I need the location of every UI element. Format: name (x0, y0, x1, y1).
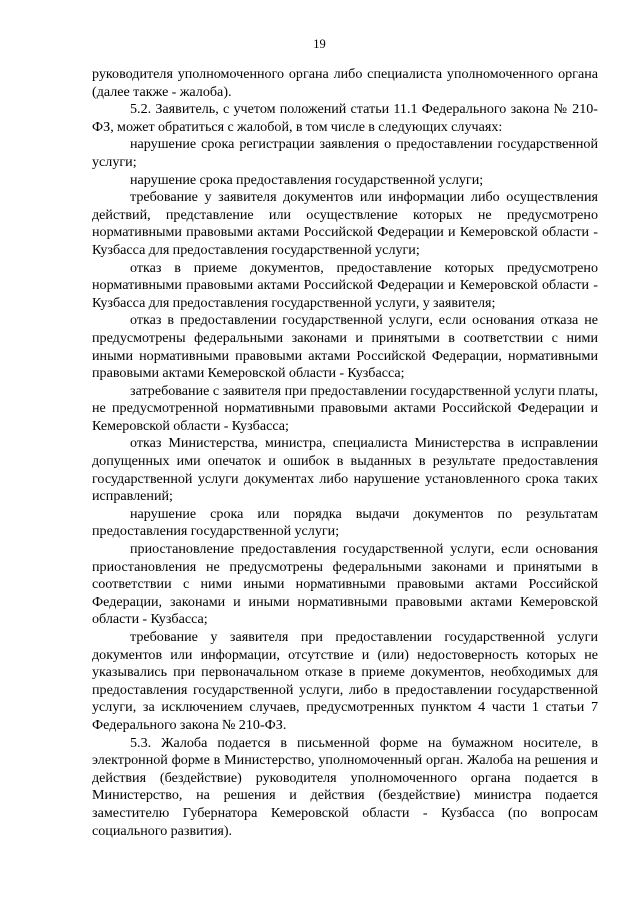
list-item-issuance-violation: нарушение срока или порядка выдачи документов по результатам предоставления государственной услуги; (92, 505, 598, 540)
list-item-refusal-service: отказ в предоставлении государственной услуги, если основания отказа не предусмотрены федеральными законами и принятыми в соответствии с ними иными нормативными правовыми актами Российской Федерации, нормативными правовыми актами Кемеровской области - Кузбасса; (92, 312, 598, 382)
paragraph-5-2: 5.2. Заявитель, с учетом положений статьи 11.1 Федерального закона № 210-ФЗ, может обратиться с жалобой, в том числе в следующих случаях: (92, 101, 598, 135)
list-item-refusal-acceptance: отказ в приеме документов, предоставление которых предусмотрено нормативными правовыми актами Российской Федерации и Кемеровской области - Кузбасса для предоставления государственной услуги, у заявителя; (92, 259, 598, 311)
list-item-additional-documents: требование у заявителя при предоставлении государственной услуги документов или информации, отсутствие и (или) недостоверность которых не указывались при первоначальном отказе в приеме документов, необходимых для предоставления государственной услуги, либо в предоставлении государственной услуги, за исключением случаев, предусмотренных пунктом 4 части 1 статьи 7 Федерального закона № 210-ФЗ. (92, 629, 598, 733)
paragraph-continuation: руководителя уполномоченного органа либо специалиста уполномоченного органа (далее также - жалоба). (92, 66, 598, 100)
list-item-fee-demand: затребование с заявителя при предоставлении государственной услуги платы, не предусмотренной нормативными правовыми актами Российской Федерации и Кемеровской области - Кузбасса; (92, 382, 598, 434)
list-item-service-deadline: нарушение срока предоставления государственной услуги; (130, 171, 484, 188)
document-body (92, 66, 598, 840)
list-item-document-requirement: требование у заявителя документов или информации либо осуществления действий, представление или осуществление которых не предусмотрено нормативными правовыми актами Российской Федерации и Кемеровской области - Кузбасса для предоставления государственной услуги; (92, 189, 598, 258)
paragraph-5-3: 5.3. Жалоба подается в письменной форме на бумажном носителе, в электронной форме в Министерство, уполномоченный орган. Жалоба на решения и действия (бездействие) руководителя уполномоченного органа подается в Министерство, на решения и действия (бездействие) министра подается заместителю Губернатора Кемеровской области - Кузбасса (по вопросам социального развития). (92, 734, 598, 839)
list-item-suspension: приостановление предоставления государственной услуги, если основания приостановления не предусмотрены федеральными законами и принятыми в соответствии с ними иными нормативными правовыми актами Российской Федерации, законами и иными нормативными правовыми актами Кемеровской области - Кузбасса; (92, 541, 598, 628)
list-item-registration-deadline: нарушение срока регистрации заявления о предоставлении государственной услуги; (92, 136, 598, 170)
list-item-correction-refusal: отказ Министерства, министра, специалиста Министерства в исправлении допущенных ими опечаток и ошибок в выданных в результате предоставления государственной услуги документах либо нарушение установленного срока таких исправлений; (92, 435, 598, 505)
page-number: 19 (313, 37, 326, 51)
